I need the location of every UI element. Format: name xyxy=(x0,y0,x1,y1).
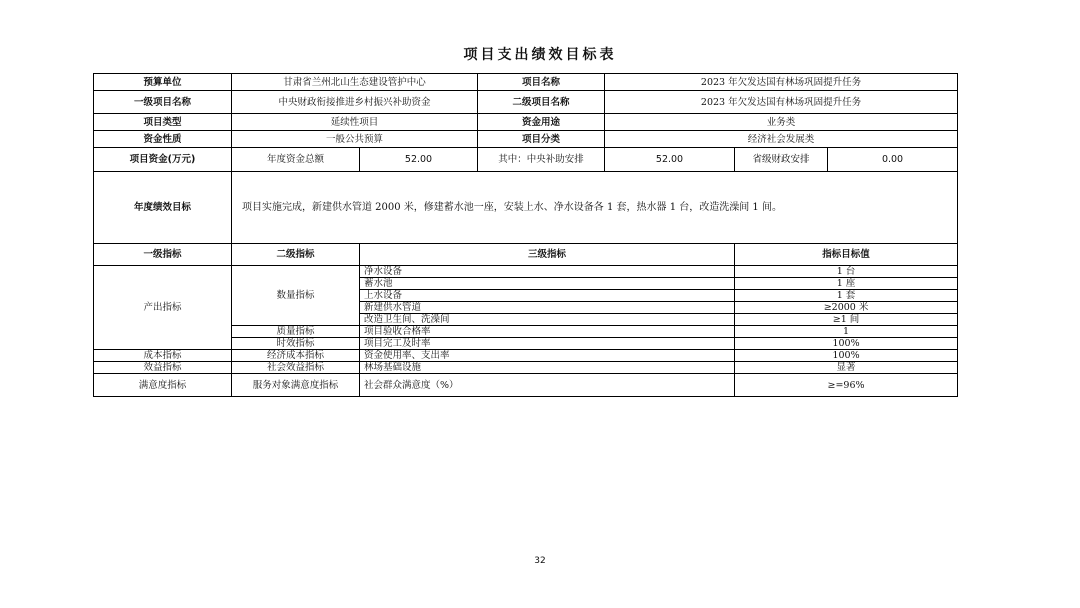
project-name-label: 项目名称 xyxy=(478,74,605,91)
indicator-level3-cell: 净水设备 xyxy=(360,266,735,278)
table-row xyxy=(94,350,958,362)
table-row xyxy=(94,266,958,278)
budget-unit-label: 预算单位 xyxy=(94,74,232,91)
annual-total-label: 年度资金总额 xyxy=(232,148,360,172)
fund-nature-value: 一般公共预算 xyxy=(232,131,478,148)
annual-goal-text: 项目实施完成，新建供水管道 2000 米，修建蓄水池一座，安装上水、净水设备各 1 套，热水器 1 台，改造洗澡间 1 间。 xyxy=(232,172,958,244)
indicator-level1-cell: 产出指标 xyxy=(94,266,232,350)
project-name-value: 2023 年欠发达国有林场巩固提升任务 xyxy=(605,74,958,91)
indicator-target-cell: 100% xyxy=(735,350,958,362)
level2-project-value: 2023 年欠发达国有林场巩固提升任务 xyxy=(605,91,958,114)
performance-goal-table xyxy=(93,73,958,397)
indicator-level3-cell: 社会群众满意度（%） xyxy=(360,374,735,397)
column-header-level2: 二级指标 xyxy=(232,244,360,266)
table-row xyxy=(94,362,958,374)
central-funding-label: 其中：中央补助安排 xyxy=(478,148,605,172)
table-row xyxy=(94,131,958,148)
level1-project-value: 中央财政衔接推进乡村振兴补助资金 xyxy=(232,91,478,114)
indicator-level2-cell: 时效指标 xyxy=(232,338,360,350)
indicator-level2-cell: 社会效益指标 xyxy=(232,362,360,374)
indicator-target-cell: ≥1 间 xyxy=(735,314,958,326)
indicator-target-cell: 显著 xyxy=(735,362,958,374)
page-number: 32 xyxy=(534,556,546,566)
table-row xyxy=(94,148,958,172)
indicator-target-cell: 1 套 xyxy=(735,290,958,302)
indicator-target-cell: 1 座 xyxy=(735,278,958,290)
column-header-level1: 一级指标 xyxy=(94,244,232,266)
indicator-target-cell: 1 xyxy=(735,326,958,338)
indicator-level3-cell: 蓄水池 xyxy=(360,278,735,290)
fund-use-value: 业务类 xyxy=(605,114,958,131)
column-header-target: 指标目标值 xyxy=(735,244,958,266)
indicator-level1-cell: 效益指标 xyxy=(94,362,232,374)
project-funds-label: 项目资金(万元) xyxy=(94,148,232,172)
project-category-label: 项目分类 xyxy=(478,131,605,148)
table-row xyxy=(94,114,958,131)
indicator-level3-cell: 新建供水管道 xyxy=(360,302,735,314)
fund-nature-label: 资金性质 xyxy=(94,131,232,148)
table-row xyxy=(94,91,958,114)
provincial-funding-value: 0.00 xyxy=(828,148,958,172)
indicator-level3-cell: 林场基础设施 xyxy=(360,362,735,374)
project-category-value: 经济社会发展类 xyxy=(605,131,958,148)
indicator-level2-cell: 服务对象满意度指标 xyxy=(232,374,360,397)
project-type-value: 延续性项目 xyxy=(232,114,478,131)
indicator-level1-cell: 满意度指标 xyxy=(94,374,232,397)
indicator-level3-cell: 项目验收合格率 xyxy=(360,326,735,338)
indicator-level3-cell: 上水设备 xyxy=(360,290,735,302)
level1-project-label: 一级项目名称 xyxy=(94,91,232,114)
provincial-funding-label: 省级财政安排 xyxy=(735,148,828,172)
column-header-level3: 三级指标 xyxy=(360,244,735,266)
project-type-label: 项目类型 xyxy=(94,114,232,131)
table-row xyxy=(94,374,958,397)
indicator-level3-cell: 改造卫生间、洗澡间 xyxy=(360,314,735,326)
indicator-level2-cell: 数量指标 xyxy=(232,266,360,326)
indicator-target-cell: ≥2000 米 xyxy=(735,302,958,314)
indicator-level2-cell: 经济成本指标 xyxy=(232,350,360,362)
table-row xyxy=(94,74,958,91)
fund-use-label: 资金用途 xyxy=(478,114,605,131)
indicator-level2-cell: 质量指标 xyxy=(232,326,360,338)
indicator-level1-cell: 成本指标 xyxy=(94,350,232,362)
table-header-row xyxy=(94,244,958,266)
table-row xyxy=(94,172,958,244)
page-title: 项目支出绩效目标表 xyxy=(463,47,617,63)
annual-goal-label: 年度绩效目标 xyxy=(94,172,232,244)
indicator-level3-cell: 资金使用率、支出率 xyxy=(360,350,735,362)
annual-total-value: 52.00 xyxy=(360,148,478,172)
indicator-level3-cell: 项目完工及时率 xyxy=(360,338,735,350)
indicator-target-cell: ≥=96% xyxy=(735,374,958,397)
indicator-target-cell: 100% xyxy=(735,338,958,350)
central-funding-value: 52.00 xyxy=(605,148,735,172)
level2-project-label: 二级项目名称 xyxy=(478,91,605,114)
budget-unit-value: 甘肃省兰州北山生态建设管护中心 xyxy=(232,74,478,91)
indicator-target-cell: 1 台 xyxy=(735,266,958,278)
